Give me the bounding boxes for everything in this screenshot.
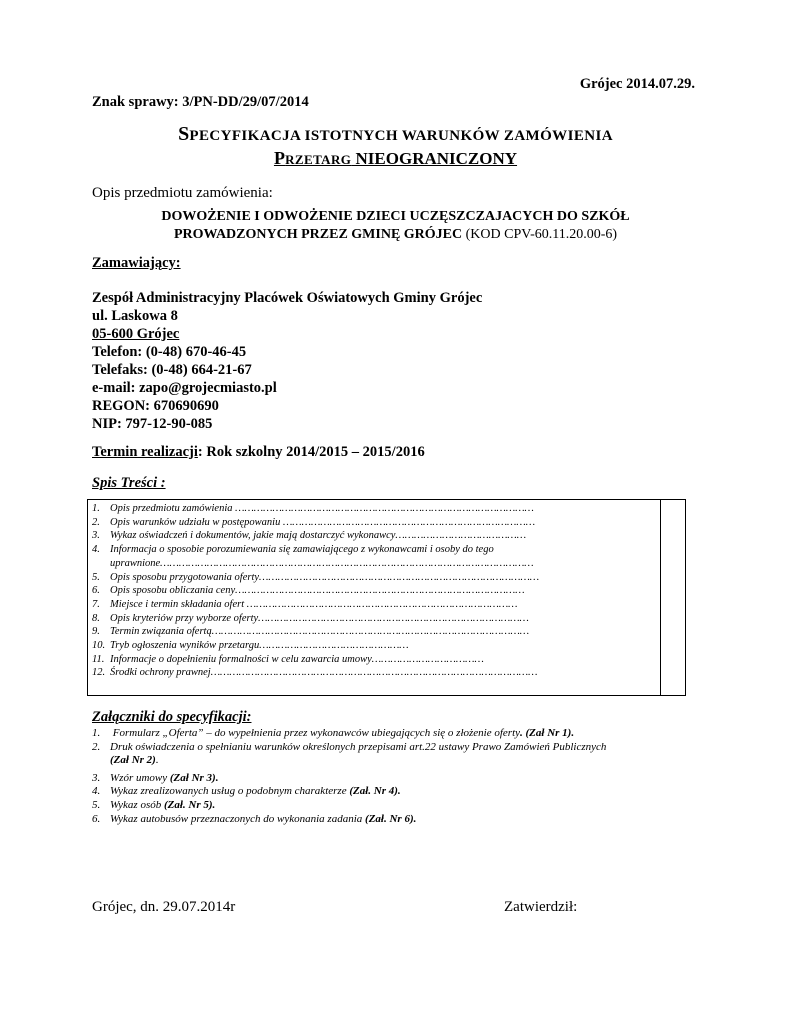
attachments-heading: Załączniki do specyfikacji:: [92, 709, 252, 725]
attachment-ref: (Zał. Nr 4).: [349, 785, 401, 798]
attachment-item: [92, 772, 712, 786]
toc-item-number: 11.: [92, 653, 105, 665]
procedure-small: RZETARG: [285, 152, 352, 167]
toc-item-text: Środki ochrony prawnej……………………………………………………………………………………………: [110, 667, 538, 679]
toc-item-text: Termin związania ofertą…………………………………………………………………………………………: [110, 626, 530, 638]
approval-label: Zatwierdził:: [504, 899, 578, 915]
footer-place-date: Grójec, dn. 29.07.2014r: [92, 899, 236, 915]
attachment-tail: .: [155, 754, 159, 767]
subject-line1: DOWOŻENIE I ODWOŻENIE DZIECI UCZĘSZCZAJACYCH DO SZKÓŁ: [161, 209, 630, 224]
attachment-number: 5.: [92, 798, 101, 811]
attachment-item: [92, 813, 712, 827]
attachment-item: [92, 785, 712, 799]
attachment-item: [92, 799, 712, 813]
toc-item-text: Opis warunków udziału w postępowaniu ………………………………………………………………………: [110, 516, 536, 528]
procedure-rest: NIEOGRANICZONY: [351, 149, 518, 168]
subject-cpv-code: (KOD CPV-60.11.20.00-6): [462, 227, 618, 242]
toc-item: [92, 653, 658, 667]
term-label: Termin realizacji: [92, 444, 198, 460]
toc-item: [92, 571, 658, 585]
toc-item-number: 7.: [92, 598, 100, 610]
toc-item: [92, 584, 658, 598]
toc-item-number: 8.: [92, 612, 100, 624]
toc-item: [92, 598, 658, 612]
attachment-text: Formularz „Oferta” – do wypełnienia przez wykonawców ubiegających się o złożenie oferty: [110, 727, 521, 739]
title-initial: S: [178, 123, 190, 145]
attachment-ref: . (Zał Nr 1).: [520, 727, 575, 739]
toc-item-text: Miejsce i termin składania ofert ……………………………………………………………………………: [110, 598, 518, 610]
toc-item-text: Opis sposobu obliczania ceny…………………………………………………………………………………: [110, 585, 525, 597]
attachment-ref: (Zał. Nr 6).: [365, 812, 417, 825]
orderer-heading: Zamawiający:: [92, 255, 181, 271]
attachment-continuation: [92, 754, 712, 768]
attachment-number: 3.: [92, 771, 101, 784]
toc-item-text: Opis sposobu przygotowania oferty………………………………………………………………………………: [110, 571, 540, 583]
toc-item-number: 3.: [92, 530, 100, 542]
attachment-item: [92, 741, 712, 755]
toc-item-number: 12.: [92, 667, 106, 679]
attachment-text: Druk oświadczenia o spełnianiu warunków określonych przepisami art.22 ustawy Prawo Zamówień Publicznych: [110, 740, 607, 753]
attachment-number: 1.: [92, 727, 101, 739]
toc-item: [92, 625, 658, 639]
attachment-text: Wykaz autobusów przeznaczonych do wykonania zadania: [110, 812, 366, 825]
procedure-initial: P: [273, 148, 286, 168]
toc-item-text: Opis kryteriów przy wyborze oferty……………………………………………………………………………: [110, 612, 529, 624]
attachment-number: 6.: [92, 812, 101, 825]
toc-item-text: Informacje o dopełnieniu formalności w celu zawarcia umowy………………………………: [110, 653, 484, 665]
toc-item: [92, 612, 658, 626]
attachment-ref: (Zał Nr 3).: [169, 771, 219, 784]
orderer-email: e-mail: zapo@grojecmiasto.pl: [92, 380, 277, 396]
toc-item: [92, 529, 658, 543]
toc-item: [92, 639, 658, 653]
toc-item: [92, 502, 658, 516]
toc-column-divider: [660, 500, 661, 695]
orderer-fax: Telefaks: (0-48) 664-21-67: [92, 362, 252, 378]
toc-table: [87, 499, 686, 696]
attachment-ref: (Zał Nr 2): [110, 754, 156, 767]
toc-item: [92, 543, 658, 557]
toc-item-text: Wykaz oświadczeń i dokumentów, jakie mają dostarczyć wykonawcy……………………………………: [110, 530, 527, 542]
subject-line2: [0, 227, 791, 243]
toc-list: [92, 502, 658, 680]
toc-item-number: 6.: [92, 585, 100, 597]
toc-item: [92, 666, 658, 680]
toc-item-number: 5.: [92, 571, 100, 583]
orderer-name: Zespół Administracyjny Placówek Oświatowych Gminy Grójec: [92, 290, 483, 306]
subject-label: Opis przedmiotu zamówienia:: [92, 185, 273, 201]
term-line: [92, 444, 425, 461]
orderer-street: ul. Laskowa 8: [92, 308, 178, 324]
toc-item-continuation: uprawnione…………………………………………………………………………………………………………: [110, 557, 534, 569]
attachment-ref: (Zał. Nr 5).: [163, 798, 216, 811]
toc-item-number: 2.: [92, 516, 100, 528]
toc-item-text: Opis przedmiotu zamówienia ……………………………………………………………………………………: [110, 503, 534, 514]
subject-line2-text: PROWADZONYCH PRZEZ GMINĘ GRÓJEC: [173, 227, 463, 242]
attachment-text: Wykaz zrealizowanych usług o podobnym charakterze: [110, 785, 350, 798]
toc-item-text: Tryb ogłoszenia wyników przetargu…………………………………………: [110, 640, 409, 652]
orderer-nip: NIP: 797-12-90-085: [92, 416, 213, 432]
orderer-phone: Telefon: (0-48) 670-46-45: [92, 344, 247, 360]
attachment-text: Wzór umowy: [110, 771, 170, 784]
attachment-text: Wykaz osób: [110, 798, 164, 811]
toc-item-number: 1.: [92, 503, 100, 514]
toc-item-number: 10.: [92, 640, 106, 652]
orderer-city: 05-600 Grójec: [92, 326, 180, 342]
attachment-number: 4.: [92, 785, 101, 798]
title-rest: PECYFIKACJA ISTOTNYCH WARUNKÓW ZAMÓWIENIA: [189, 128, 613, 144]
attachment-number: 2.: [92, 740, 101, 753]
toc-item-number: 9.: [92, 626, 100, 638]
toc-item-text: Informacja o sposobie porozumiewania się zamawiającego z wykonawcami i osoby do tego: [110, 544, 494, 556]
toc-item-number: 4.: [92, 544, 100, 556]
toc-item: [92, 516, 658, 530]
attachment-item: [92, 727, 712, 741]
procedure-type: [0, 148, 791, 169]
orderer-regon: REGON: 670690690: [92, 398, 219, 414]
orderer-details: [92, 289, 482, 433]
attachments-list: [92, 727, 712, 826]
place-date: Grójec 2014.07.29.: [579, 76, 695, 92]
document-title: [0, 123, 791, 146]
term-value: : Rok szkolny 2014/2015 – 2015/2016: [197, 444, 425, 460]
toc-heading: Spis Treści :: [92, 475, 166, 491]
case-number: Znak sprawy: 3/PN-DD/29/07/2014: [92, 94, 309, 110]
